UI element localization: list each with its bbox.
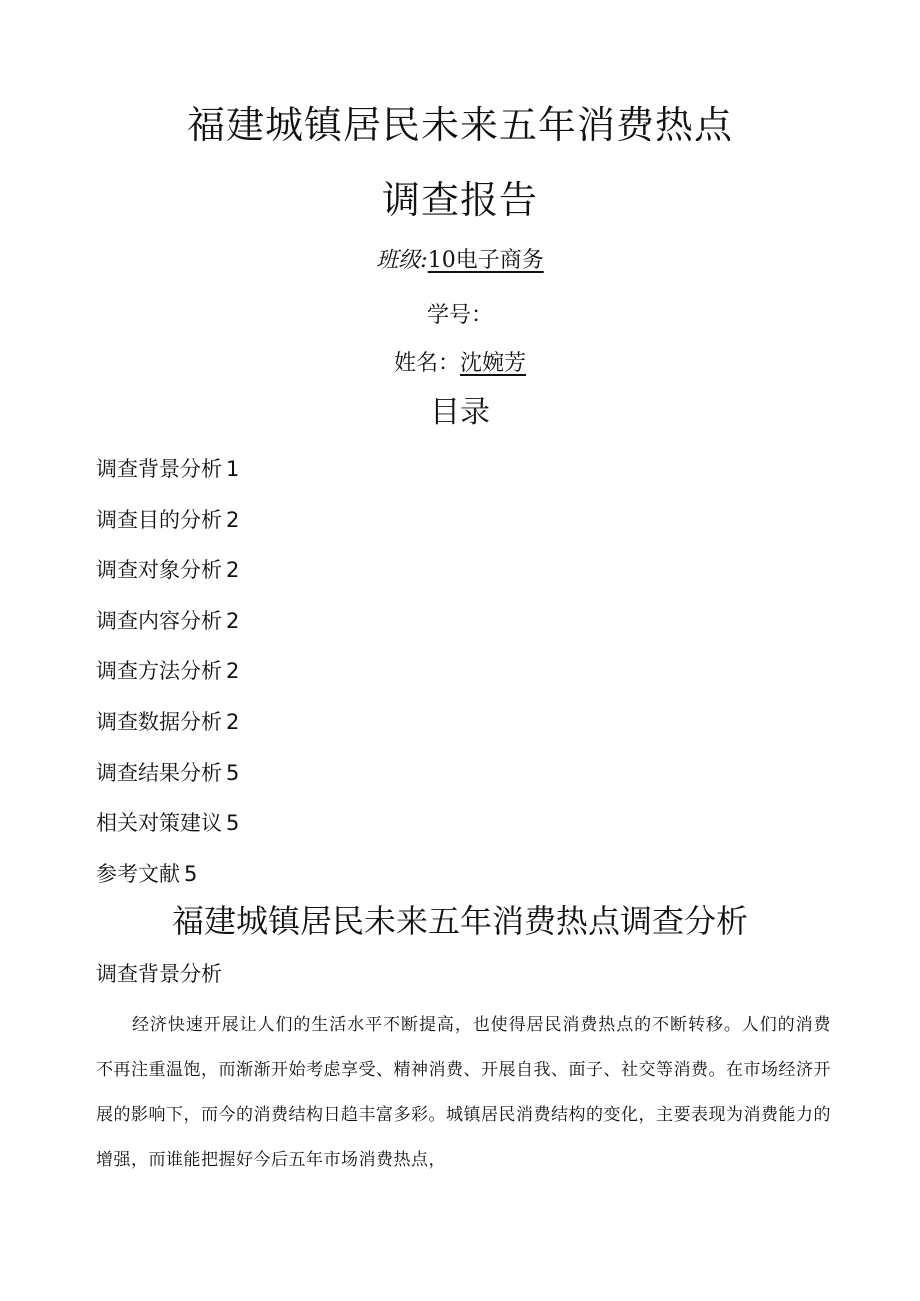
class-line [0,250,920,272]
toc-item[interactable] [96,457,239,508]
report-body-title: 福建城镇居民未来五年消费热点调查分析 [171,902,748,940]
section-heading: 调查背景分析 [96,962,222,986]
student-id-label: 学号： [426,303,493,328]
toc-item-label: 调查目的分析 [96,507,222,532]
toc-item-label: 调查内容分析 [96,608,222,633]
toc-item-page: 5 [184,861,198,886]
report-title-line-2: 调查报告 [381,178,538,222]
name-label: 姓名： [393,351,460,376]
toc-item[interactable] [96,508,239,559]
toc-item[interactable] [96,811,239,862]
table-of-contents [96,457,239,912]
toc-item[interactable] [96,659,239,710]
name-line [0,353,920,375]
toc-item-label: 参考文献 [96,861,180,886]
toc-item-page: 2 [226,709,240,734]
toc-item[interactable] [96,710,239,761]
toc-item[interactable] [96,609,239,660]
toc-item[interactable] [96,761,239,812]
toc-item-page: 2 [226,558,240,583]
toc-item-label: 调查数据分析 [96,709,222,734]
toc-item-page: 2 [226,507,240,532]
class-value: 10电子商务 [427,248,544,273]
toc-item-label: 相关对策建议 [96,811,222,836]
toc-item-page: 2 [226,608,240,633]
class-label: 班级: [376,248,428,273]
toc-item-page: 5 [226,760,240,785]
name-value: 沈婉芳 [460,351,527,376]
toc-item[interactable] [96,558,239,609]
report-title-line-1: 福建城镇居民未来五年消费热点 [186,103,733,147]
toc-item-label: 调查方法分析 [96,659,222,684]
body-paragraph: 经济快速开展让人们的生活水平不断提高，也使得居民消费热点的不断转移。人们的消费不再注重温饱，而渐渐开始考虑享受、精神消费、开展自我、面子、社交等消费。在市场经济开展的影响下，而今的消费结构日趋丰富多彩。城镇居民消费结构的变化，主要表现为消费能力的增强，而谁能把握好今后五年市场消费热点， [96,1015,831,1170]
toc-item-page: 5 [226,811,240,836]
toc-item-page: 2 [226,659,240,684]
toc-item-label: 调查对象分析 [96,558,222,583]
toc-item-page: 1 [226,457,240,481]
toc-heading: 目录 [430,395,490,430]
student-id-line [0,305,920,327]
toc-item-label: 调查结果分析 [96,760,222,785]
toc-item-label: 调查背景分析 [96,457,222,481]
